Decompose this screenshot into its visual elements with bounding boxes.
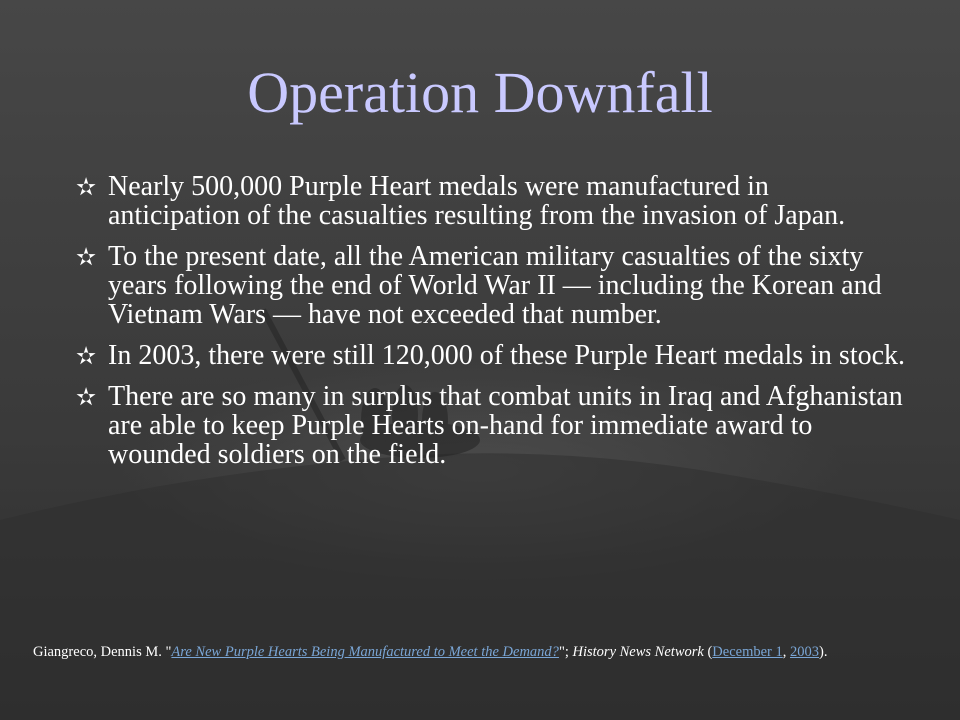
bullet-text: To the present date, all the American military casualties of the sixty years following the end of World War II — including the Korean and Vietnam Wars — have not exceeded that number. xyxy=(108,241,882,330)
citation-publication: History News Network xyxy=(572,644,704,660)
star-bullet-icon: ✫ xyxy=(76,342,97,370)
star-bullet-icon: ✫ xyxy=(76,173,97,201)
bullet-text: In 2003, there were still 120,000 of these Purple Heart medals in stock. xyxy=(108,340,906,371)
star-bullet-icon: ✫ xyxy=(76,243,97,271)
slide-title: Operation Downfall xyxy=(247,60,713,125)
citation-separator: "; xyxy=(558,644,573,660)
star-bullet-icon: ✫ xyxy=(76,383,97,411)
list-item xyxy=(76,341,906,370)
bullet-text: Nearly 500,000 Purple Heart medals were manufactured in anticipation of the casualties resulting from the invasion of Japan. xyxy=(108,171,846,231)
list-item xyxy=(76,242,906,329)
citation-comma: , xyxy=(782,644,790,660)
citation-open-paren: ( xyxy=(703,644,713,660)
citation-article-link[interactable]: Are New Purple Hearts Being Manufactured to Meet the Demand? xyxy=(171,644,559,660)
citation-close: ). xyxy=(819,644,828,660)
bullet-list xyxy=(76,172,906,481)
citation-year-link[interactable]: 2003 xyxy=(790,644,819,660)
bullet-text: There are so many in surplus that combat units in Iraq and Afghanistan are able to keep Purple Hearts on-hand for immediate award to wounded soldiers on the field. xyxy=(108,381,903,470)
citation-date-link[interactable]: December 1 xyxy=(712,644,783,660)
citation xyxy=(33,643,943,661)
list-item xyxy=(76,172,906,230)
list-item xyxy=(76,382,906,469)
citation-author: Giangreco, Dennis M. " xyxy=(33,644,172,660)
